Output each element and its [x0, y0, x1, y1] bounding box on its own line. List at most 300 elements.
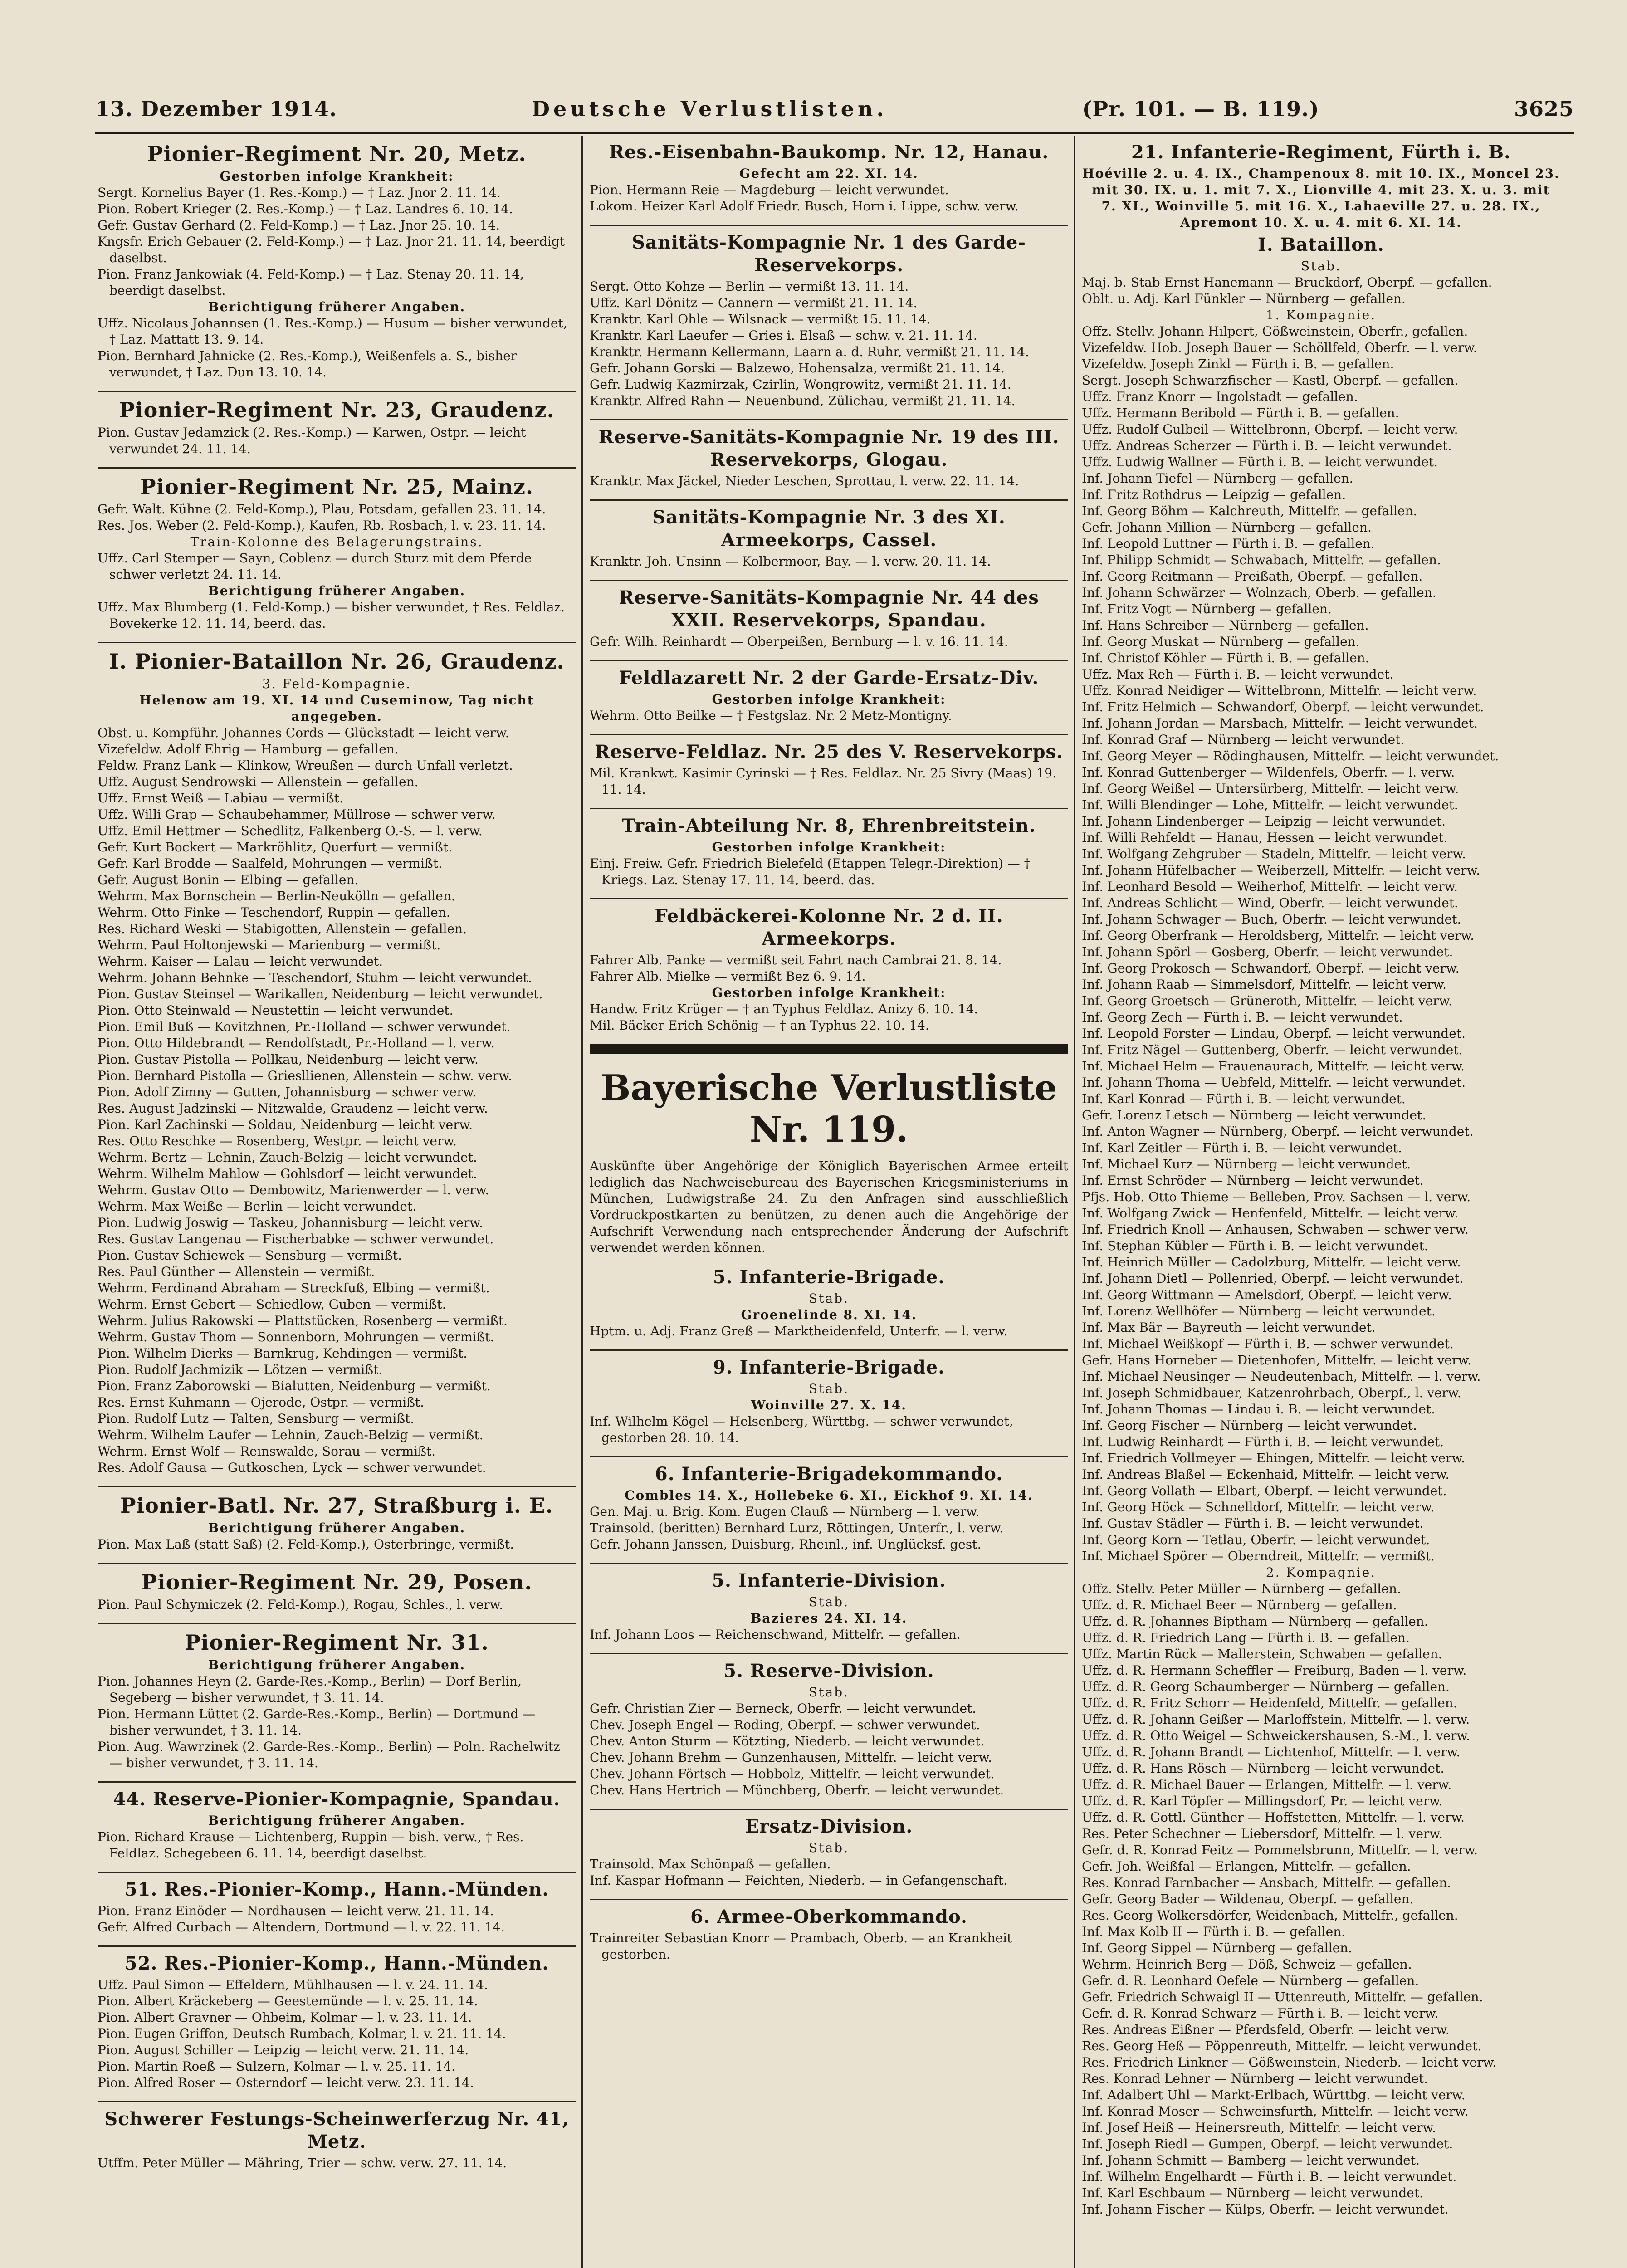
casualty-entry: Inf. Fritz Nägel — Guttenberg, Oberfr. — leicht verwundet. [1082, 1042, 1463, 1057]
casualty-entry: Inf. Johann Schwager — Buch, Oberfr. — leicht verwundet. [1082, 912, 1461, 927]
casualty-entry: Inf. Johann Schmitt — Bamberg — leicht verwundet. [1082, 2153, 1420, 2168]
column-left [98, 138, 576, 2268]
casualty-entry: Inf. Max Kolb II — Fürth i. B. — gefallen. [1082, 1924, 1346, 1939]
section-title: Feldlazarett Nr. 2 der Garde-Ersatz-Div. [619, 667, 1039, 689]
casualty-entry: Inf. Friedrich Vollmeyer — Ehingen, Mittelfr. — leicht verw. [1082, 1451, 1466, 1466]
casualty-entry: Kranktr. Karl Laeufer — Gries i. Elsaß — schw. v. 21. 11. 14. [590, 328, 977, 343]
casualty-entry: Uffz. d. R. Karl Töpfer — Millingsdorf, Pr. — leicht verw. [1082, 1794, 1443, 1809]
casualty-entry: Wehrm. Gustav Thom — Sonnenborn, Mohrungen — vermißt. [98, 1330, 494, 1344]
section-title: Ersatz-Division. [745, 1816, 913, 1837]
casualty-entry: Wehrm. Wilhelm Laufer — Lehnin, Zauch-Belzig — vermißt. [98, 1427, 484, 1442]
section-caption: Stab. [809, 1381, 849, 1396]
casualty-entry: Gefr. Lorenz Letsch — Nürnberg — leicht verwundet. [1082, 1108, 1427, 1123]
section-title: Feldbäckerei-Kolonne Nr. 2 d. II. Armeekorps. [655, 905, 1003, 949]
casualty-entry: Res. Konrad Farnbacher — Ansbach, Mittelfr. — gefallen. [1082, 1875, 1451, 1890]
section-subtitle: Berichtigung früherer Angaben. [208, 1813, 466, 1828]
casualty-entry: Inf. Georg Prokosch — Schwandorf, Oberpf. — leicht verw. [1082, 961, 1460, 976]
casualty-entry: Uffz. d. R. Johannes Biptham — Nürnberg — gefallen. [1082, 1614, 1428, 1629]
casualty-entry: Gen. Maj. u. Brig. Kom. Eugen Clauß — Nürnberg — l. verw. [590, 1504, 980, 1519]
section-title: Train-Abteilung Nr. 8, Ehrenbreitstein. [622, 815, 1036, 836]
section-title: Pionier-Regiment Nr. 25, Mainz. [140, 474, 533, 499]
casualty-entry: Inf. Johann Loos — Reichenschwand, Mittelfr. — gefallen. [590, 1627, 961, 1642]
casualty-entry: Uffz. Carl Stemper — Sayn, Coblenz — durch Sturz mit dem Pferde schwer verletzt 24. 11. 14. [98, 551, 532, 582]
section-subtitle: Gefecht am 22. XI. 14. [739, 166, 919, 181]
casualty-entry: Uffz. Max Blumberg (1. Feld-Komp.) — bisher verwundet, † Res. Feldlaz. Bovekerke 12. 11. 14, beerd. das. [98, 600, 565, 631]
casualty-entry: Uffz. Emil Hettmer — Schedlitz, Falkenberg O.-S. — l. verw. [98, 823, 483, 838]
casualty-entry: Uffz. d. R. Fritz Schorr — Heidenfeld, Mittelfr. — gefallen. [1082, 1696, 1457, 1711]
casualty-entry: Gefr. Friedrich Schwaigl II — Uttenreuth, Mittelfr. — gefallen. [1082, 1989, 1483, 2004]
casualty-entry: Inf. Johann Schwärzer — Wolnzach, Oberb. — gefallen. [1082, 585, 1436, 600]
casualty-entry: Inf. Anton Wagner — Nürnberg, Oberpf. — leicht verwundet. [1082, 1124, 1474, 1139]
company-caption: 2. Kompagnie. [1265, 1565, 1377, 1580]
entry-list [590, 473, 1068, 489]
company-caption: 1. Kompagnie. [1265, 308, 1377, 323]
header-date: 13. Dezember 1914. [95, 97, 337, 121]
casualty-entry: Inf. Georg Höck — Schnelldorf, Mittelfr. — leicht verw. [1082, 1500, 1435, 1515]
casualty-entry: Wehrm. Otto Beilke — † Festgslaz. Nr. 2 Metz-Montigny. [590, 708, 952, 723]
casualty-entry: Inf. Lorenz Wellhöfer — Nürnberg — leicht verwundet. [1082, 1304, 1436, 1319]
section-eisenbahn-12 [590, 141, 1068, 215]
casualty-entry: Wehrm. Kaiser — Lalau — leicht verwundet. [98, 954, 383, 969]
section-title: Pionier-Regiment Nr. 23, Graudenz. [119, 398, 555, 422]
entry-list [590, 765, 1068, 798]
entry-list [590, 279, 1068, 409]
casualty-entry: Pfjs. Hob. Otto Thieme — Belleben, Prov. Sachsen — l. verw. [1082, 1189, 1471, 1204]
casualty-entry: Uffz. Ludwig Wallner — Fürth i. B. — leicht verwundet. [1082, 455, 1438, 469]
section-subtitle: Berichtigung früherer Angaben. [208, 1520, 466, 1535]
casualty-entry: Uffz. Max Reh — Fürth i. B. — leicht verwundet. [1082, 667, 1394, 682]
casualty-entry: Inf. Wolfgang Zwick — Henfenfeld, Mittelfr. — leicht verw. [1082, 1206, 1458, 1221]
casualty-entry: Offz. Stellv. Peter Müller — Nürnberg — gefallen. [1082, 1581, 1401, 1596]
casualty-entry: Res. Andreas Eißner — Pferdsfeld, Oberfr. — leicht verw. [1082, 2022, 1450, 2037]
casualty-entry: Inf. Georg Groetsch — Grüneroth, Mittelfr. — leicht verw. [1082, 993, 1452, 1008]
casualty-entry: Pion. Hermann Lüttet (2. Garde-Res.-Komp., Berlin) — Dortmund — bisher verwundet, † 3. 11. 14. [98, 1706, 536, 1738]
casualty-entry: Mil. Krankwt. Kasimir Cyrinski — † Res. Feldlaz. Nr. 25 Sivry (Maas) 19. 11. 14. [590, 766, 1056, 797]
section-pionier-27 [98, 1493, 576, 1553]
entry-list [98, 725, 576, 1476]
casualty-entry: Inf. Konrad Moser — Schweinsfurth, Mittelfr. — leicht verw. [1082, 2104, 1469, 2119]
section-caption: Stab. [809, 1685, 849, 1700]
casualty-entry: Inf. Joseph Riedl — Gumpen, Oberpf. — leicht verwundet. [1082, 2136, 1453, 2151]
casualty-entry: Wehrm. Paul Holtonjewski — Marienburg — vermißt. [98, 938, 441, 953]
casualty-entry: Inf. Heinrich Müller — Cadolzburg, Mittelfr. — leicht verw. [1082, 1255, 1461, 1270]
casualty-entry: Inf. Stephan Kübler — Fürth i. B. — leicht verwundet. [1082, 1238, 1428, 1253]
entry-list [98, 1903, 576, 1936]
casualty-entry: Inf. Georg Böhm — Kalchreuth, Mittelfr. — gefallen. [1082, 503, 1417, 518]
casualty-entry: Gefr. Christian Zier — Berneck, Oberfr. — leicht verwundet. [590, 1701, 977, 1716]
section-subtitle: Gestorben infolge Krankheit: [712, 692, 946, 707]
casualty-entry: Inf. Konrad Guttenberger — Wildenfels, Oberfr. — l. verw. [1082, 765, 1455, 780]
casualty-entry: Wehrm. Max Bornschein — Berlin-Neukölln — gefallen. [98, 889, 455, 904]
section-title: Sanitäts-Kompagnie Nr. 1 des Garde-Reservekorps. [631, 232, 1026, 276]
casualty-entry: Pion. Johannes Heyn (2. Garde-Res.-Komp., Berlin) — Dorf Berlin, Segeberg — bisher verwundet, † 3. 11. 14. [98, 1674, 522, 1705]
divider [590, 660, 1068, 661]
casualty-entry: Gefr. Hans Horneber — Dietenhofen, Mittelfr. — leicht verw. [1082, 1353, 1471, 1368]
divider [590, 419, 1068, 420]
casualty-entry: Res. Paul Günther — Allenstein — vermißt. [98, 1264, 375, 1279]
casualty-entry: Vizefeldw. Adolf Ehrig — Hamburg — gefallen. [98, 742, 399, 757]
casualty-entry: Gefr. Joh. Weißfal — Erlangen, Mittelfr. — gefallen. [1082, 1859, 1411, 1874]
section-title: Pionier-Regiment Nr. 20, Metz. [147, 142, 527, 166]
section-res-pionier-51 [98, 1878, 576, 1936]
casualty-entry: Wehrm. Ferdinand Abraham — Streckfuß, Elbing — vermißt. [98, 1281, 490, 1295]
entry-list [590, 553, 1068, 570]
section-inf-brigadekommando-6 [590, 1463, 1068, 1553]
casualty-entry: Sergt. Otto Kohze — Berlin — vermißt 13. 11. 14. [590, 279, 909, 294]
entry-list [590, 952, 1068, 985]
casualty-entry: Obst. u. Kompführ. Johannes Cords — Glückstadt — leicht verw. [98, 725, 509, 740]
casualty-entry: Chev. Johann Brehm — Gunzenhausen, Mittelfr. — leicht verw. [590, 1750, 992, 1765]
casualty-entry: Inf. Leonhard Besold — Weiherhof, Mittelfr. — leicht verw. [1082, 879, 1458, 894]
section-inf-brigade-5 [590, 1266, 1068, 1339]
divider [590, 225, 1068, 226]
casualty-entry: Trainsold. (beritten) Bernhard Lurz, Röttingen, Unterfr., l. verw. [590, 1520, 1004, 1535]
section-subtitle: Gestorben infolge Krankheit: [712, 840, 946, 855]
divider [590, 580, 1068, 581]
section-sanitaets-1 [590, 231, 1068, 409]
section-date-note: Woinville 27. X. 14. [751, 1398, 907, 1413]
casualty-entry: Res. Otto Reschke — Rosenberg, Westpr. — leicht verw. [98, 1134, 457, 1149]
casualty-entry: Maj. b. Stab Ernst Hanemann — Bruckdorf, Oberpf. — gefallen. [1082, 275, 1492, 290]
casualty-entry: Gefr. Kurt Bockert — Markröhlitz, Querfurt — vermißt. [98, 840, 452, 855]
section-inf-division-5 [590, 1569, 1068, 1643]
casualty-entry: Gefr. Ludwig Kazmirzak, Czirlin, Wongrowitz, vermißt 21. 11. 14. [590, 377, 1011, 392]
casualty-entry: Inf. Joseph Schmidbauer, Katzenrohrbach, Oberpf., l. verw. [1082, 1385, 1461, 1400]
casualty-entry: Uffz. d. R. Otto Weigel — Schweickershausen, S.-M., l. verw. [1082, 1728, 1471, 1743]
section-title: 6. Infanterie-Brigadekommando. [655, 1463, 1003, 1485]
casualty-entry: Uffz. d. R. Johann Geißer — Marloffstein, Mittelfr. — l. verw. [1082, 1712, 1470, 1727]
section-title: 52. Res.-Pionier-Komp., Hann.-Münden. [124, 1953, 549, 1974]
casualty-entry: Uffz. Hermann Beribold — Fürth i. B. — gefallen. [1082, 406, 1399, 420]
casualty-entry: Inf. Georg Meyer — Rödinghausen, Mittelfr. — leicht verwundet. [1082, 748, 1499, 763]
section-res-sanitaets-19 [590, 426, 1068, 489]
casualty-entry: Inf. Wilhelm Kögel — Helsenberg, Württbg. — schwer verwundet, gestorben 28. 10. 14. [590, 1414, 1013, 1445]
casualty-entry: Inf. Leopold Luttner — Fürth i. B. — gefallen. [1082, 536, 1375, 551]
casualty-entry: Inf. Johann Spörl — Gosberg, Oberfr. — leicht verwundet. [1082, 944, 1453, 959]
casualty-entry: Inf. Konrad Graf — Nürnberg — leicht verwundet. [1082, 732, 1405, 747]
casualty-entry: Inf. Johann Thomas — Lindau i. B. — leicht verwundet. [1082, 1402, 1435, 1417]
casualty-entry: Utffm. Peter Müller — Mähring, Trier — schw. verw. 27. 11. 14. [98, 2156, 507, 2170]
section-title: Pionier-Batl. Nr. 27, Straßburg i. E. [120, 1493, 553, 1518]
casualty-entry: Gefr. Wilh. Reinhardt — Oberpeißen, Bernburg — l. v. 16. 11. 14. [590, 634, 1008, 649]
thick-divider [590, 1044, 1068, 1054]
casualty-entry: Gefr. Johann Janssen, Duisburg, Rheinl., inf. Unglücksf. gest. [590, 1537, 982, 1552]
casualty-entry: Gefr. d. R. Konrad Schwarz — Fürth i. B. — leicht verw. [1082, 2006, 1439, 2021]
casualty-entry: Pion. Richard Krause — Lichtenberg, Ruppin — bish. verw., † Res. Feldlaz. Schegebeen 6. 11. 14, beerdigt daselbst. [98, 1829, 524, 1861]
casualty-entry: Inf. Andreas Schlicht — Wind, Oberfr. — leicht verwundet. [1082, 895, 1458, 910]
bavaria-title: Bayerische Verlustliste Nr. 119. [601, 1067, 1057, 1150]
header-title: Deutsche Verlustlisten. [532, 97, 888, 121]
casualty-entry: Wehrm. Gustav Otto — Dembowitz, Marienwerder — l. verw. [98, 1183, 489, 1198]
casualty-entry: Uffz. Franz Knorr — Ingolstadt — gefallen. [1082, 389, 1358, 404]
casualty-entry: Pion. Bernhard Pistolla — Griesllienen, Allenstein — schw. verw. [98, 1068, 512, 1083]
section-title: Pionier-Regiment Nr. 29, Posen. [141, 1570, 533, 1594]
casualty-entry: Kngsfr. Erich Gebauer (2. Feld-Komp.) — † Laz. Jnor 21. 11. 14, beerdigt daselbst. [98, 234, 565, 265]
casualty-entry: Lokom. Heizer Karl Adolf Friedr. Busch, Horn i. Lippe, schw. verw. [590, 199, 1019, 214]
casualty-entry: Inf. Adalbert Uhl — Markt-Erlbach, Württbg. — leicht verw. [1082, 2087, 1466, 2102]
casualty-entry: Inf. Fritz Rothdrus — Leipzig — gefallen. [1082, 487, 1346, 502]
entry-list [98, 315, 576, 381]
entry-list [590, 1856, 1068, 1889]
column-divider [581, 136, 583, 2268]
casualty-entry: Res. Konrad Lehner — Nürnberg — leicht verwundet. [1082, 2071, 1428, 2086]
casualty-entry: Mil. Bäcker Erich Schönig — † an Typhus 22. 10. 14. [590, 1018, 929, 1033]
section-caption: Stab. [809, 1840, 849, 1855]
casualty-entry: Pion. Rudolf Lutz — Talten, Sensburg — vermißt. [98, 1411, 415, 1426]
battalion-caption: I. Bataillon. [1258, 234, 1384, 255]
casualty-entry: Uffz. d. R. Friedrich Lang — Fürth i. B. — gefallen. [1082, 1630, 1410, 1645]
casualty-entry: Uffz. Ernst Weiß — Labiau — vermißt. [98, 791, 343, 806]
entry-list [98, 599, 576, 632]
casualty-entry: Wehrm. Heinrich Berg — Döß, Schweiz — gefallen. [1082, 1957, 1412, 1972]
column-right [1082, 138, 1560, 2268]
section-res-pionier-44 [98, 1788, 576, 1862]
section-date-note: Hoéville 2. u. 4. IX., Champenoux 8. mit 10. IX., Moncel 23. mit 30. IX. u. 1. mit 7. X., Lionville 4. mit 23. X. u. 3. mit 7. XI., Woinville 5. mit 16. X., Lahaeville 27. u. 28. IX., Apremont 10. X. u. 4. mit 6. XI. 14. [1082, 166, 1560, 230]
divider [98, 642, 576, 643]
casualty-entry: Fahrer Alb. Mielke — vermißt Bez 6. 9. 14. [590, 969, 866, 984]
casualty-entry: Kranktr. Joh. Unsinn — Kolbermoor, Bay. — l. verw. 20. 11. 14. [590, 554, 991, 569]
casualty-entry: Inf. Johann Thoma — Uebfeld, Mittelfr. — leicht verwundet. [1082, 1075, 1466, 1090]
entry-list [590, 1627, 1068, 1643]
casualty-entry: Inf. Georg Fischer — Nürnberg — leicht verwundet. [1082, 1418, 1417, 1433]
casualty-entry: Uffz. d. R. Hans Rösch — Nürnberg — leicht verwundet. [1082, 1761, 1445, 1776]
casualty-entry: Res. August Jadzinski — Nitzwalde, Graudenz — leicht verw. [98, 1101, 488, 1116]
casualty-entry: Gefr. August Bonin — Elbing — gefallen. [98, 872, 359, 887]
casualty-entry: Uffz. Nicolaus Johannsen (1. Res.-Komp.) — Husum — bisher verwundet, † Laz. Mattatt 13. 9. 14. [98, 316, 567, 347]
casualty-entry: Pion. Hermann Reie — Magdeburg — leicht verwundet. [590, 182, 949, 197]
casualty-entry: Pion. Rudolf Jachmizik — Lötzen — vermißt. [98, 1362, 383, 1377]
casualty-entry: Inf. Ludwig Reinhardt — Fürth i. B. — leicht verwundet. [1082, 1434, 1444, 1449]
divider [98, 467, 576, 469]
casualty-entry: Gefr. Alfred Curbach — Altendern, Dortmund — l. v. 22. 11. 14. [98, 1920, 505, 1935]
section-subtitle: Gestorben infolge Krankheit: [712, 985, 946, 1000]
entry-list [590, 708, 1068, 724]
casualty-entry: Res. Friedrich Linkner — Gößweinstein, Niederb. — leicht verw. [1082, 2055, 1497, 2070]
entry-list [590, 1413, 1068, 1446]
casualty-entry: Gefr. Georg Bader — Wildenau, Oberpf. — gefallen. [1082, 1892, 1414, 1906]
section-title: 51. Res.-Pionier-Komp., Hann.-Münden. [124, 1879, 549, 1900]
divider [590, 1563, 1068, 1564]
casualty-entry: Inf. Willi Blendinger — Lohe, Mittelfr. — leicht verwundet. [1082, 797, 1458, 812]
casualty-entry: Inf. Wolfgang Zehgruber — Stadeln, Mittelfr. — leicht verw. [1082, 846, 1466, 861]
section-ersatz-division [590, 1815, 1068, 1889]
casualty-entry: Oblt. u. Adj. Karl Fünkler — Nürnberg — gefallen. [1082, 291, 1406, 306]
casualty-entry: Pion. Aug. Wawrzinek (2. Garde-Res.-Komp., Berlin) — Poln. Rachelwitz — bisher verwundet, † 3. 11. 14. [98, 1739, 560, 1770]
casualty-entry: Handw. Fritz Krüger — † an Typhus Feldlaz. Anizy 6. 10. 14. [590, 1002, 978, 1017]
divider [590, 898, 1068, 899]
section-title: 5. Reserve-Division. [723, 1660, 934, 1681]
casualty-entry: Pion. Gustav Schiewek — Sensburg — vermißt. [98, 1248, 402, 1263]
divider [98, 1945, 576, 1947]
casualty-entry: Pion. Gustav Jedamzick (2. Res.-Komp.) — Karwen, Ostpr. — leicht verwundet 24. 11. 14. [98, 425, 526, 456]
casualty-entry: Pion. Albert Gravner — Ohbeim, Kolmar — l. v. 23. 11. 14. [98, 2010, 472, 2025]
divider [590, 499, 1068, 501]
entry-list [98, 501, 576, 534]
divider [98, 391, 576, 392]
entry-list [98, 185, 576, 299]
casualty-entry: Kranktr. Hermann Kellermann, Laarn a. d. Ruhr, vermißt 21. 11. 14. [590, 344, 1029, 359]
entry-list [98, 425, 576, 457]
casualty-entry: Inf. Georg Oberfrank — Heroldsberg, Mittelfr. — leicht verw. [1082, 928, 1475, 943]
divider [590, 1456, 1068, 1457]
casualty-entry: Inf. Christof Köhler — Fürth i. B. — gefallen. [1082, 650, 1369, 665]
entry-list [590, 1930, 1068, 1963]
casualty-entry: Res. Richard Weski — Stabigotten, Allenstein — gefallen. [98, 921, 467, 936]
section-bavaria [590, 1067, 1068, 1256]
casualty-entry: Trainsold. Max Schönpaß — gefallen. [590, 1857, 831, 1872]
section-pionier-23 [98, 397, 576, 457]
casualty-entry: Inf. Michael Helm — Frauenaurach, Mittelfr. — leicht verw. [1082, 1059, 1465, 1074]
casualty-entry: Gefr. d. R. Leonhard Oefele — Nürnberg — gefallen. [1082, 1973, 1419, 1988]
casualty-entry: Inf. Philipp Schmidt — Schwabach, Mittelfr. — gefallen. [1082, 552, 1441, 567]
section-title: Res.-Eisenbahn-Baukomp. Nr. 12, Hanau. [609, 142, 1049, 163]
casualty-entry: Pion. Bernhard Jahnicke (2. Res.-Komp.), Weißenfels a. S., bisher verwundet, † Laz. Dun 13. 10. 14. [98, 348, 517, 380]
casualty-entry: Res. Jos. Weber (2. Feld-Komp.), Kaufen, Rb. Rosbach, l. v. 23. 11. 14. [98, 518, 546, 533]
casualty-entry: Chev. Joseph Engel — Roding, Oberpf. — schwer verwundet. [590, 1717, 980, 1732]
casualty-entry: Uffz. Martin Rück — Mallerstein, Schwaben — gefallen. [1082, 1647, 1442, 1662]
casualty-entry: Feldw. Franz Lank — Klinkow, Wreußen — durch Unfall verletzt. [98, 758, 513, 773]
casualty-entry: Res. Georg Wolkersdörfer, Weidenbach, Mittelfr., gefallen. [1082, 1908, 1458, 1923]
casualty-entry: Pion. August Schiller — Leipzig — leicht verw. 21. 11. 14. [98, 2043, 469, 2058]
casualty-entry: Uffz. Paul Simon — Effeldern, Mühlhausen — l. v. 24. 11. 14. [98, 1977, 488, 1992]
section-scheinwerferzug-41 [98, 2108, 576, 2171]
casualty-entry: Gefr. Johann Million — Nürnberg — gefallen. [1082, 520, 1372, 535]
casualty-entry: Wehrm. Johann Behnke — Teschendorf, Stuhm — leicht verwundet. [98, 970, 532, 985]
entry-list [590, 1504, 1068, 1553]
casualty-entry: Inf. Hans Schreiber — Nürnberg — gefallen. [1082, 618, 1369, 633]
casualty-entry: Pion. Otto Hildebrandt — Rendolfstadt, Pr.-Holland — l. verw. [98, 1036, 495, 1051]
header-issue: (Pr. 101. — B. 119.) [1082, 97, 1319, 121]
casualty-entry: Inf. Josef Heiß — Heinersreuth, Mittelfr. — leicht verw. [1082, 2120, 1436, 2135]
section-title: Pionier-Regiment Nr. 31. [185, 1630, 489, 1655]
casualty-entry: Wehrm. Ernst Wolf — Reinswalde, Sorau — vermißt. [98, 1444, 436, 1459]
section-caption: Stab. [1301, 259, 1341, 274]
divider [98, 2101, 576, 2102]
section-title: 21. Infanterie-Regiment, Fürth i. B. [1131, 142, 1511, 163]
casualty-entry: Pion. Max Laß (statt Saß) (2. Feld-Komp.), Osterbringe, vermißt. [98, 1537, 514, 1552]
casualty-entry: Vizefeldw. Joseph Zinkl — Fürth i. B. — gefallen. [1082, 357, 1394, 371]
section-subtitle: Gestorben infolge Krankheit: [220, 169, 454, 184]
casualty-entry: Uffz. Rudolf Gulbeil — Wittelbronn, Oberpf. — leicht verw. [1082, 422, 1458, 437]
casualty-entry: Hptm. u. Adj. Franz Greß — Marktheidenfeld, Unterfr. — l. verw. [590, 1324, 1008, 1339]
section-res-sanitaets-44 [590, 587, 1068, 650]
casualty-entry: Chev. Johann Förtsch — Hobbolz, Mittelfr. — leicht verwundet. [590, 1766, 995, 1781]
casualty-entry: Wehrm. Ernst Gebert — Schiedlow, Guben — vermißt. [98, 1297, 446, 1312]
casualty-entry: Wehrm. Otto Finke — Teschendorf, Ruppin — gefallen. [98, 905, 450, 920]
casualty-entry: Chev. Hans Hertrich — Münchberg, Oberfr. — leicht verwundet. [590, 1783, 1004, 1798]
casualty-entry: Res. Gustav Langenau — Fischerbabke — schwer verwundet. [98, 1232, 494, 1246]
casualty-entry: Pion. Ludwig Joswig — Taskeu, Johannisburg — leicht verw. [98, 1215, 483, 1230]
entry-list [590, 182, 1068, 215]
casualty-entry: Wehrm. Wilhelm Mahlow — Gohlsdorf — leicht verwundet. [98, 1166, 477, 1181]
casualty-entry: Gefr. Walt. Kühne (2. Feld-Komp.), Plau, Potsdam, gefallen 23. 11. 14. [98, 502, 546, 517]
section-res-division-5 [590, 1660, 1068, 1799]
casualty-entry: Uffz. Willi Grap — Schaubehammer, Müllrose — schwer verw. [98, 807, 496, 822]
casualty-entry: Inf. Wilhelm Engelhardt — Fürth i. B. — leicht verwundet. [1082, 2169, 1457, 2184]
divider [98, 1781, 576, 1783]
divider [98, 1563, 576, 1564]
casualty-entry: Wehrm. Max Weiße — Berlin — leicht verwundet. [98, 1199, 417, 1214]
casualty-entry: Pion. Alfred Roser — Osterndorf — leicht verw. 23. 11. 14. [98, 2075, 474, 2090]
section-pionier-20 [98, 141, 576, 381]
divider [590, 808, 1068, 809]
casualty-entry: Inf. Fritz Helmich — Schwandorf, Oberpf. — leicht verwundet. [1082, 699, 1484, 714]
casualty-entry: Pion. Franz Jankowiak (4. Feld-Komp.) — † Laz. Stenay 20. 11. 14, beerdigt daselbst. [98, 267, 524, 298]
casualty-entry: Inf. Georg Muskat — Nürnberg — gefallen. [1082, 634, 1360, 649]
casualty-entry: Fahrer Alb. Panke — vermißt seit Fahrt nach Cambrai 21. 8. 14. [590, 953, 1002, 968]
casualty-entry: Vizefeldw. Hob. Joseph Bauer — Schöllfeld, Oberfr. — l. verw. [1082, 340, 1477, 355]
casualty-entry: Inf. Johann Lindenberger — Leipzig — leicht verwundet. [1082, 814, 1446, 829]
casualty-entry: Inf. Andreas Blaßel — Eckenhaid, Mittelfr. — leicht verw. [1082, 1467, 1450, 1482]
casualty-entry: Pion. Wilhelm Dierks — Barnkrug, Kehdingen — vermißt. [98, 1346, 468, 1361]
casualty-entry: Pion. Robert Krieger (2. Res.-Komp.) — † Laz. Landres 6. 10. 14. [98, 201, 513, 216]
section-inf-brigade-9 [590, 1356, 1068, 1446]
casualty-entry: Inf. Georg Zech — Fürth i. B. — leicht verwundet. [1082, 1010, 1403, 1025]
casualty-entry: Pion. Franz Zaborowski — Bialutten, Neidenburg — vermißt. [98, 1378, 491, 1393]
casualty-entry: Inf. Leopold Forster — Lindau, Oberpf. — leicht verwundet. [1082, 1026, 1466, 1041]
casualty-entry: Offz. Stellv. Johann Hilpert, Gößweinstein, Oberfr., gefallen. [1082, 324, 1468, 339]
entry-list [98, 1673, 576, 1771]
section-subtitle: Berichtigung früherer Angaben. [208, 583, 466, 598]
section-date-note: Bazieres 24. XI. 14. [750, 1611, 908, 1626]
entry-list [98, 1977, 576, 2091]
casualty-entry: Gefr. Johann Gorski — Balzewo, Hohensalza, vermißt 21. 11. 14. [590, 361, 1005, 376]
page-header [95, 93, 1574, 125]
casualty-entry: Inf. Johann Fischer — Külps, Oberfr. — leicht verwundet. [1082, 2202, 1449, 2217]
divider [590, 1349, 1068, 1351]
casualty-entry: Res. Ernst Kuhmann — Ojerode, Ostpr. — vermißt. [98, 1395, 425, 1410]
section-caption: Stab. [809, 1291, 849, 1306]
section-train-8 [590, 815, 1068, 888]
casualty-entry: Inf. Johann Jordan — Marsbach, Mittelfr. — leicht verwundet. [1082, 716, 1478, 731]
entry-list [98, 1536, 576, 1553]
casualty-entry: Pion. Karl Zachinski — Soldau, Neidenburg — leicht verw. [98, 1117, 473, 1132]
casualty-entry: Inf. Karl Zeitler — Fürth i. B. — leicht verwundet. [1082, 1140, 1402, 1155]
section-res-pionier-52 [98, 1952, 576, 2091]
section-pionier-31 [98, 1630, 576, 1771]
divider [590, 1899, 1068, 1900]
casualty-entry: Inf. Fritz Vogt — Nürnberg — gefallen. [1082, 601, 1332, 616]
entry-list [98, 1597, 576, 1613]
casualty-entry: Inf. Georg Sippel — Nürnberg — gefallen. [1082, 1941, 1353, 1955]
entry-list [590, 634, 1068, 650]
section-inf-regiment-21 [1082, 141, 1560, 2218]
casualty-entry: Res. Peter Schechner — Liebersdorf, Mittelfr. — l. verw. [1082, 1826, 1443, 1841]
casualty-entry: Pion. Emil Buß — Kovitzhnen, Pr.-Holland — schwer verwundet. [98, 1019, 511, 1034]
entry-list [98, 550, 576, 583]
casualty-entry: Pion. Gustav Steinsel — Warikallen, Neidenburg — leicht verwundet. [98, 987, 543, 1002]
casualty-entry: Inf. Willi Rehfeldt — Hanau, Hessen — leicht verwundet. [1082, 830, 1448, 845]
casualty-entry: Kranktr. Karl Ohle — Wilsnack — vermißt 15. 11. 14. [590, 312, 931, 327]
casualty-entry: Inf. Michael Weißkopf — Fürth i. B. — schwer verwundet. [1082, 1336, 1454, 1351]
casualty-entry: Uffz. d. R. Hermann Scheffler — Freiburg, Baden — l. verw. [1082, 1663, 1467, 1678]
casualty-entry: Inf. Johann Raab — Simmelsdorf, Mittelfr. — leicht verw. [1082, 977, 1447, 992]
casualty-entry: Gefr. Karl Brodde — Saalfeld, Mohrungen — vermißt. [98, 856, 442, 871]
casualty-entry: Inf. Gustav Städler — Fürth i. B. — leicht verwundet. [1082, 1516, 1424, 1531]
casualty-entry: Inf. Georg Reitmann — Preißath, Oberpf. — gefallen. [1082, 569, 1423, 584]
casualty-entry: Inf. Michael Spörer — Oberndreit, Mittelfr. — vermißt. [1082, 1549, 1435, 1564]
section-sanitaets-3 [590, 506, 1068, 570]
casualty-entry: Pion. Adolf Zimny — Gutten, Johannisburg — schwer verw. [98, 1085, 477, 1100]
casualty-entry: Inf. Michael Neusinger — Neudeutenbach, Mittelfr. — l. verw. [1082, 1369, 1481, 1384]
casualty-entry: Kranktr. Alfred Rahn — Neuenbund, Zülichau, vermißt 21. 11. 14. [590, 393, 1016, 408]
divider [590, 1653, 1068, 1654]
section-armee-oberkommando-6 [590, 1906, 1068, 1963]
column-divider [1074, 136, 1075, 2268]
section-title: 9. Infanterie-Brigade. [713, 1357, 945, 1378]
casualty-entry: Uffz. Konrad Neidiger — Wittelbronn, Mittelfr. — leicht verw. [1082, 683, 1477, 698]
entry-list [1082, 274, 1560, 307]
